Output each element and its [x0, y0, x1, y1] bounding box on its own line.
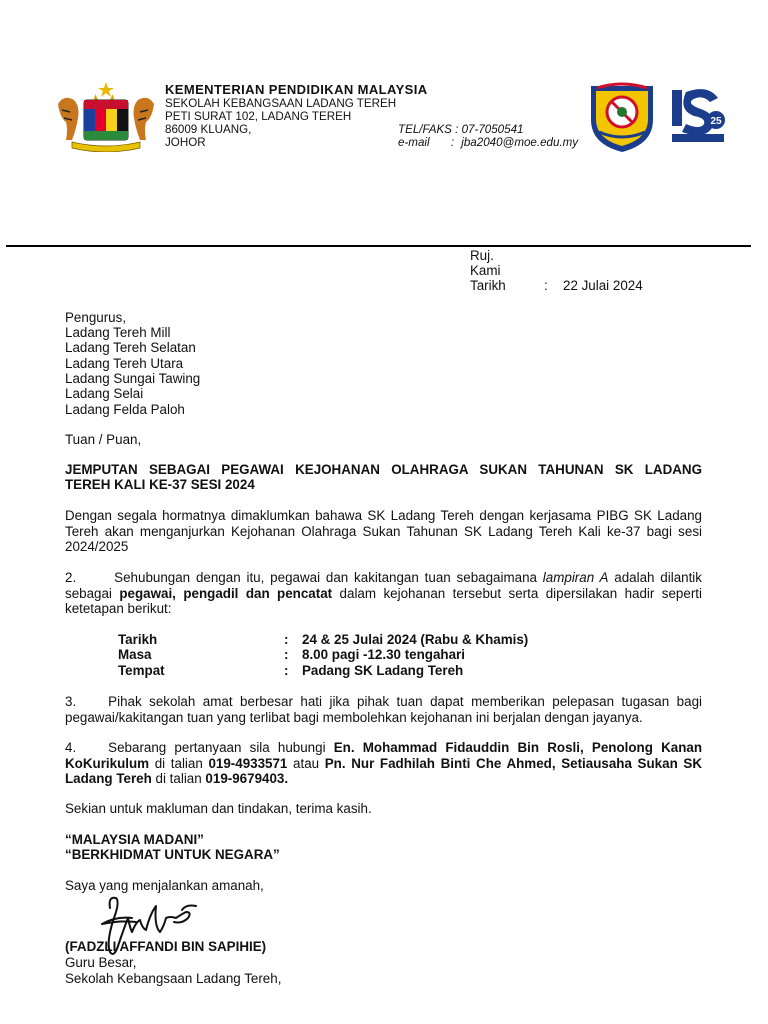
header-divider [6, 245, 751, 247]
detail-sep: : [284, 663, 289, 678]
para2-roles: pegawai, pengadil dan pencatat [119, 585, 333, 601]
recipient-line: Ladang Tereh Utara [65, 356, 184, 371]
detail-value: Padang SK Ladang Tereh [302, 663, 464, 678]
contact-2-phone[interactable]: 019-9679403. [205, 771, 289, 786]
paragraph-4 [65, 740, 702, 787]
email-line [398, 136, 578, 149]
detail-sep: : [284, 632, 289, 647]
signatory-position: Guru Besar, [65, 955, 137, 970]
ref-date-value: 22 Julai 2024 [563, 278, 643, 293]
po-box: PETI SURAT 102, LADANG TEREH [165, 110, 352, 123]
paragraph-1: Dengan segala hormatnya dimaklumkan bahawa SK Ladang Tereh dengan kerjasama PIBG SK Ladang Tereh akan menganjurkan Kejohanan Olahraga Sukan Tahunan SK Ladang Tereh Kali ke-37 bagi sesi 2024/2025 [65, 508, 702, 554]
detail-label: Tarikh [118, 632, 158, 647]
ref-kami: Kami [470, 263, 501, 278]
detail-value: 8.00 pagi -12.30 tengahari [302, 647, 465, 662]
para2-text-3: dalam kejohanan tersebut serta dipersilakan hadir seperti ketetapan berikut: [65, 585, 702, 616]
signatory-name: (FADZLI AFFANDI BIN SAPIHIE) [65, 939, 267, 954]
detail-value: 24 & 25 Julai 2024 (Rabu & Khamis) [302, 632, 529, 647]
para-number: 4. [65, 740, 77, 755]
recipient-line: Ladang Sungai Tawing [65, 371, 201, 386]
detail-label: Tempat [118, 663, 165, 678]
subject-line-1: JEMPUTAN SEBAGAI PEGAWAI KEJOHANAN OLAHRAGA SUKAN TAHUNAN SK LADANG [65, 462, 702, 477]
para3-text: Pihak sekolah amat berbesar hati jika pihak tuan dapat memberikan pelepasan tugasan bagi pegawai/kakitangan tuan yang terlibat bagi membolehkan kejohanan ini berjalan dengan jayanya. [65, 694, 702, 725]
paragraph-2 [65, 570, 702, 617]
ref-date-sep: : [544, 278, 548, 293]
postcode-city: 86009 KLUANG, [165, 123, 252, 136]
contact-1-phone[interactable]: 019-4933571 [208, 755, 288, 771]
ref-date-label: Tarikh [470, 278, 506, 293]
motto-1: “MALAYSIA MADANI” [65, 832, 204, 847]
school-crest-logo [585, 80, 659, 154]
ministry-name: KEMENTERIAN PENDIDIKAN MALAYSIA [165, 82, 428, 97]
sign-intro: Saya yang menjalankan amanah, [65, 878, 264, 893]
para-number: 2. [65, 570, 77, 585]
signatory-school: Sekolah Kebangsaan Ladang Tereh, [65, 971, 282, 986]
recipient-line: Ladang Selai [65, 386, 144, 401]
email-label: e-mail [398, 136, 430, 149]
ref-ruj: Ruj. [470, 248, 494, 263]
school-25-logo [668, 84, 728, 146]
subject-line-2: TEREH KALI KE-37 SESI 2024 [65, 477, 255, 492]
state: JOHOR [165, 136, 206, 149]
recipient-line: Ladang Tereh Mill [65, 325, 171, 340]
motto-2: “BERKHIDMAT UNTUK NEGARA” [65, 847, 280, 862]
recipient-line: Ladang Felda Paloh [65, 402, 185, 417]
recipient-line: Pengurus, [65, 310, 127, 325]
contact-2-name: Pn. Nur Fadhilah Binti Che Ahmed, Setiausaha Sukan SK Ladang Tereh [65, 755, 702, 786]
para4-text-4: di talian [151, 771, 206, 786]
email-address[interactable]: jba2040@moe.edu.my [461, 136, 579, 149]
para2-text-2: adalah dilantik sebagai [65, 570, 702, 601]
para-number: 3. [65, 694, 77, 709]
paragraph-3 [65, 694, 702, 725]
salutation: Tuan / Puan, [65, 432, 142, 447]
closing-text: Sekian untuk makluman dan tindakan, terima kasih. [65, 801, 372, 816]
para4-text-1: Sebarang pertanyaan sila hubungi [108, 740, 334, 755]
coat-of-arms-logo [52, 80, 160, 152]
email-sep: : [450, 136, 455, 149]
logo-25-text: 25 [710, 116, 722, 127]
para2-lampiran: lampiran A [542, 570, 609, 585]
school-name: SEKOLAH KEBANGSAAN LADANG TEREH [165, 97, 397, 110]
telfax: TEL/FAKS : 07-7050541 [398, 123, 524, 136]
para4-text-3: atau [287, 755, 325, 771]
contact-1-name: En. Mohammad Fidauddin Bin Rosli, Penolong Kanan KoKurikulum [65, 740, 703, 771]
detail-label: Masa [118, 647, 152, 662]
para4-text-2: di talian [149, 755, 209, 771]
recipient-line: Ladang Tereh Selatan [65, 340, 196, 355]
para2-text-1: Sehubungan dengan itu, pegawai dan kakitangan tuan sebagaimana [114, 570, 543, 585]
detail-sep: : [284, 647, 289, 662]
